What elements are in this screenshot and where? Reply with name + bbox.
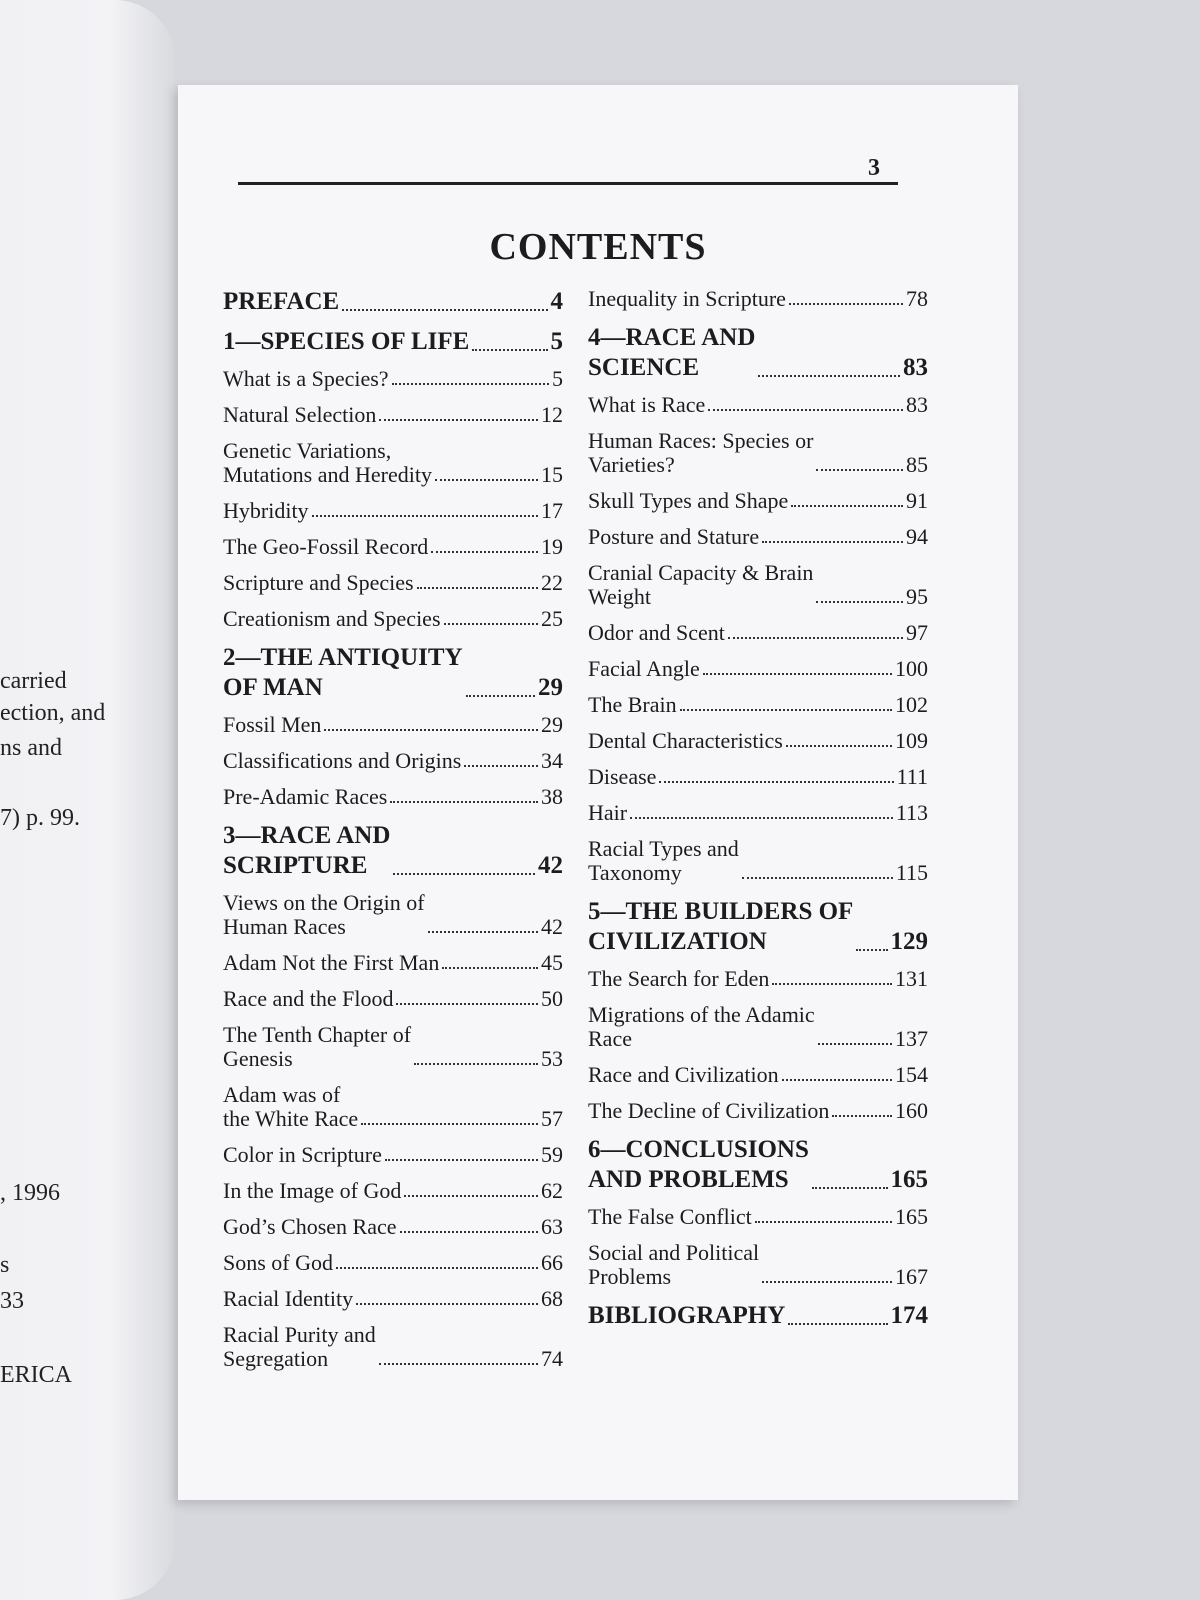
toc-entry-page: 25 [541, 606, 563, 631]
dot-leader [680, 709, 892, 711]
toc-entry [588, 765, 928, 789]
dot-leader [390, 801, 538, 803]
dot-leader [788, 1323, 887, 1325]
dot-leader [356, 1303, 538, 1305]
toc-entry-page: 22 [541, 570, 563, 595]
toc-entry-title: Pre-Adamic Races [223, 784, 388, 809]
toc-entry-page: 85 [906, 452, 928, 477]
toc-entry-page: 95 [906, 584, 928, 609]
left-page-text: ns and [0, 735, 62, 761]
dot-leader [755, 1221, 892, 1223]
dot-leader [772, 983, 892, 985]
toc-entry-page: 63 [541, 1214, 563, 1239]
toc-entry-title: God’s Chosen Race [223, 1214, 397, 1239]
toc-entry-title: The Search for Eden [588, 966, 770, 991]
page-number: 3 [868, 155, 880, 181]
toc-entry [223, 571, 563, 595]
toc-entry-title: Racial Purity and Segregation [223, 1322, 376, 1371]
toc-entry-title: Race and the Flood [223, 986, 394, 1011]
toc-entry-title: Human Races: Species or Varieties? [588, 428, 814, 477]
dot-leader [818, 1043, 892, 1045]
toc-entry-page: 100 [895, 656, 928, 681]
toc-entry-page: 17 [541, 498, 563, 523]
dot-leader [762, 541, 903, 543]
dot-leader [396, 1003, 538, 1005]
dot-leader [758, 375, 900, 377]
toc-entry-title: 2—THE ANTIQUITY OF MAN [223, 644, 463, 701]
dot-leader [728, 637, 903, 639]
toc-entry-title: Posture and Stature [588, 524, 760, 549]
toc-entry-title: Scripture and Species [223, 570, 414, 595]
toc-entry-page: 5 [550, 328, 563, 355]
dot-leader [417, 587, 538, 589]
toc-entry-title: Racial Types and Taxonomy [588, 836, 739, 885]
toc-entry [588, 489, 928, 513]
dot-leader [464, 765, 538, 767]
dot-leader [659, 781, 893, 783]
toc-entry [223, 1323, 563, 1371]
toc-entry-page: 53 [541, 1046, 563, 1071]
toc-entry [588, 693, 928, 717]
toc-entry-page: 78 [906, 286, 928, 311]
toc-entry-title: Fossil Men [223, 712, 322, 737]
dot-leader [762, 1281, 892, 1283]
toc-entry [223, 439, 563, 487]
toc-entry-page: 137 [895, 1026, 928, 1051]
toc-entry-title: Adam Not the First Man [223, 950, 440, 975]
toc-entry [223, 1083, 563, 1131]
toc-entry-title: What is a Species? [223, 366, 389, 391]
toc-entry-title: Skull Types and Shape [588, 488, 789, 513]
toc-entry-title: Creationism and Species [223, 606, 441, 631]
toc-entry-page: 160 [895, 1098, 928, 1123]
toc-entry [223, 785, 563, 809]
toc-entry-title: PREFACE [223, 288, 340, 315]
dot-leader [816, 469, 903, 471]
toc-left-column [223, 281, 563, 1383]
toc-entry-page: 167 [895, 1264, 928, 1289]
toc-entry [223, 403, 563, 427]
toc-entry-page: 165 [895, 1204, 928, 1229]
header-rule [238, 182, 898, 185]
toc-entry-page: 91 [906, 488, 928, 513]
dot-leader [431, 551, 538, 553]
dot-leader [856, 949, 887, 951]
toc-entry-title: In the Image of God [223, 1178, 402, 1203]
toc-entry-title: The Decline of Civilization [588, 1098, 830, 1123]
toc-entry-title: The Tenth Chapter of Genesis [223, 1022, 412, 1071]
dot-leader [791, 505, 903, 507]
toc-entry [588, 1205, 928, 1229]
toc-entry-title: 5—THE BUILDERS OF CIVILIZATION [588, 898, 854, 955]
toc-entry [588, 393, 928, 417]
dot-leader [414, 1063, 538, 1065]
toc-entry-page: 66 [541, 1250, 563, 1275]
toc-entry-page: 34 [541, 748, 563, 773]
toc-chapter-entry [223, 327, 563, 357]
dot-leader [428, 931, 538, 933]
toc-chapter-entry [588, 1135, 928, 1195]
toc-entry-page: 42 [541, 914, 563, 939]
toc-entry-title: Genetic Variations, Mutations and Heredity [223, 438, 432, 487]
toc-entry-page: 12 [541, 402, 563, 427]
toc-entry [223, 607, 563, 631]
toc-entry-title: Inequality in Scripture [588, 286, 786, 311]
dot-leader [442, 967, 538, 969]
toc-entry-title: The False Conflict [588, 1204, 752, 1229]
left-page-text: 33 [0, 1288, 24, 1314]
toc-entry-title: BIBLIOGRAPHY [588, 1302, 786, 1329]
toc-entry-page: 62 [541, 1178, 563, 1203]
toc-entry [588, 657, 928, 681]
toc-entry-title: The Brain [588, 692, 677, 717]
toc-entry-title: Dental Characteristics [588, 728, 783, 753]
toc-entry-title: Hair [588, 800, 628, 825]
dot-leader [379, 419, 538, 421]
toc-entry-title: Odor and Scent [588, 620, 725, 645]
dot-leader [812, 1187, 888, 1189]
toc-right-column [588, 287, 928, 1341]
toc-entry [223, 891, 563, 939]
toc-entry-title: What is Race [588, 392, 706, 417]
dot-leader [385, 1159, 538, 1161]
dot-leader [393, 873, 535, 875]
dot-leader [789, 303, 903, 305]
toc-entry-title: Migrations of the Adamic Race [588, 1002, 815, 1051]
toc-entry-title: 4—RACE AND SCIENCE [588, 324, 756, 381]
toc-entry-page: 68 [541, 1286, 563, 1311]
toc-entry-page: 109 [895, 728, 928, 753]
toc-entry [223, 535, 563, 559]
left-page-text: ERICA [0, 1362, 72, 1388]
toc-entry [223, 499, 563, 523]
toc-entry-title: Racial Identity [223, 1286, 354, 1311]
toc-entry-page: 29 [541, 712, 563, 737]
dot-leader [404, 1195, 538, 1197]
toc-entry-title: 3—RACE AND SCRIPTURE [223, 822, 391, 879]
toc-entry-page: 29 [538, 674, 563, 701]
toc-entry [223, 1215, 563, 1239]
dot-leader [832, 1115, 892, 1117]
toc-entry [223, 713, 563, 737]
toc-entry-page: 4 [550, 288, 563, 315]
toc-entry-page: 115 [895, 860, 928, 885]
toc-entry [223, 1023, 563, 1071]
dot-leader [400, 1231, 538, 1233]
dot-leader [336, 1267, 538, 1269]
toc-entry-page: 102 [895, 692, 928, 717]
toc-entry-page: 74 [541, 1346, 563, 1371]
dot-leader [392, 383, 549, 385]
right-page [178, 85, 1018, 1500]
toc-entry [588, 837, 928, 885]
dot-leader [444, 623, 538, 625]
toc-entry-page: 45 [541, 950, 563, 975]
toc-entry [223, 749, 563, 773]
toc-entry-page: 50 [541, 986, 563, 1011]
dot-leader [361, 1123, 538, 1125]
toc-chapter-entry [588, 897, 928, 957]
dot-leader [342, 309, 547, 311]
toc-chapter-entry [223, 643, 563, 703]
left-page [0, 0, 175, 1600]
toc-entry [588, 525, 928, 549]
toc-chapter-entry [223, 287, 563, 317]
toc-entry-page: 154 [895, 1062, 928, 1087]
toc-entry-page: 59 [541, 1142, 563, 1167]
dot-leader [703, 673, 892, 675]
dot-leader [742, 877, 893, 879]
dot-leader [466, 695, 535, 697]
toc-entry [223, 1179, 563, 1203]
toc-chapter-entry [588, 323, 928, 383]
dot-leader [708, 409, 903, 411]
toc-entry-title: The Geo-Fossil Record [223, 534, 429, 559]
dot-leader [786, 745, 892, 747]
toc-entry-title: Facial Angle [588, 656, 700, 681]
toc-entry-title: Disease [588, 764, 657, 789]
toc-entry-title: Color in Scripture [223, 1142, 382, 1167]
toc-entry-title: Classifications and Origins [223, 748, 462, 773]
toc-entry [223, 1287, 563, 1311]
toc-entry [588, 287, 928, 311]
toc-entry-page: 19 [541, 534, 563, 559]
toc-entry-page: 113 [895, 800, 928, 825]
dot-leader [312, 515, 538, 517]
toc-entry-title: Cranial Capacity & Brain Weight [588, 560, 814, 609]
toc-entry-page: 131 [895, 966, 928, 991]
toc-entry-page: 57 [541, 1106, 563, 1131]
toc-entry [223, 1251, 563, 1275]
toc-entry [223, 1143, 563, 1167]
toc-entry-title: Views on the Origin of Human Races [223, 890, 425, 939]
toc-entry-page: 83 [906, 392, 928, 417]
left-page-text: 7) p. 99. [0, 805, 80, 831]
dot-leader [435, 479, 538, 481]
toc-entry-page: 94 [906, 524, 928, 549]
toc-entry [588, 621, 928, 645]
contents-title: CONTENTS [489, 226, 707, 268]
toc-entry-title: 1—SPECIES OF LIFE [223, 328, 470, 355]
toc-chapter-entry [588, 1301, 928, 1331]
toc-entry-title: Adam was of the White Race [223, 1082, 359, 1131]
left-page-text: s [0, 1252, 10, 1278]
left-page-text: ection, and [0, 700, 106, 726]
toc-chapter-entry [223, 821, 563, 881]
toc-entry [588, 729, 928, 753]
dot-leader [379, 1363, 538, 1365]
toc-entry [588, 561, 928, 609]
toc-entry-title: Sons of God [223, 1250, 334, 1275]
toc-entry-page: 111 [896, 764, 928, 789]
toc-entry-title: 6—CONCLUSIONS AND PROBLEMS [588, 1136, 809, 1193]
left-page-text: , 1996 [0, 1180, 60, 1206]
dot-leader [472, 349, 547, 351]
toc-entry-page: 38 [541, 784, 563, 809]
toc-entry [223, 367, 563, 391]
toc-entry [223, 951, 563, 975]
dot-leader [324, 729, 538, 731]
toc-entry-title: Hybridity [223, 498, 309, 523]
toc-entry-page: 42 [538, 852, 563, 879]
left-page-text: carried [0, 668, 67, 694]
toc-entry-title: Race and Civilization [588, 1062, 779, 1087]
toc-entry-page: 83 [903, 354, 928, 381]
toc-entry-page: 174 [890, 1302, 928, 1329]
toc-entry [588, 1063, 928, 1087]
toc-entry-page: 97 [906, 620, 928, 645]
toc-entry [223, 987, 563, 1011]
toc-entry-page: 15 [541, 462, 563, 487]
toc-entry [588, 967, 928, 991]
toc-entry [588, 1241, 928, 1289]
dot-leader [630, 817, 893, 819]
toc-entry [588, 1003, 928, 1051]
toc-entry-title: Natural Selection [223, 402, 377, 427]
toc-entry [588, 1099, 928, 1123]
dot-leader [782, 1079, 892, 1081]
toc-entry [588, 801, 928, 825]
toc-entry-page: 129 [890, 928, 928, 955]
toc-entry-page: 165 [890, 1166, 928, 1193]
toc-entry-page: 5 [552, 366, 563, 391]
dot-leader [816, 601, 903, 603]
toc-entry-title: Social and Political Problems [588, 1240, 760, 1289]
toc-entry [588, 429, 928, 477]
